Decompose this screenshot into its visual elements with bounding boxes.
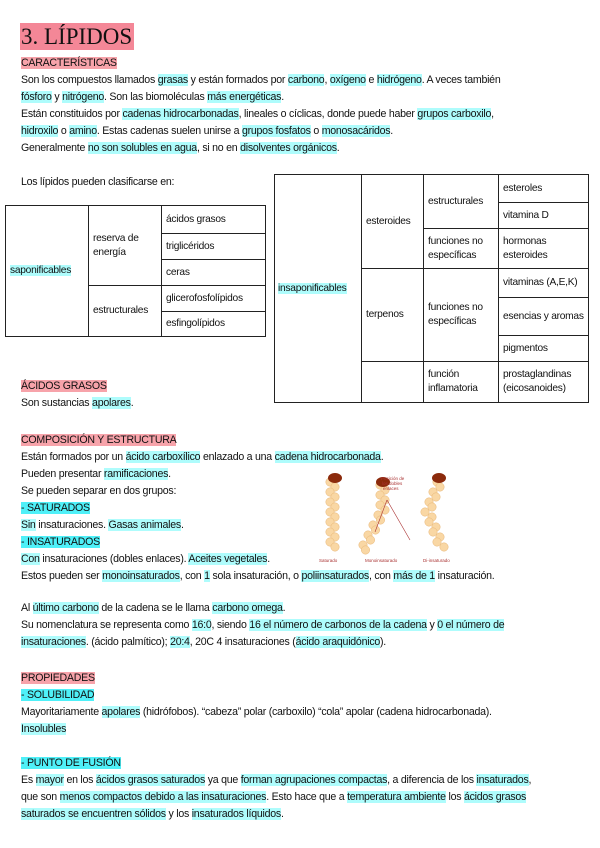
highlighted-term: Insolubles <box>21 723 67 735</box>
text-segment: . <box>168 468 171 480</box>
text-line <box>21 123 500 140</box>
text-segment: , <box>528 774 532 786</box>
text-segment: . Estas cadenas suelen unirse a <box>96 125 242 137</box>
text-line <box>21 432 494 449</box>
text-segment: , 20C 4 insaturaciones ( <box>189 636 296 648</box>
cell-empty <box>362 362 424 403</box>
text-segment: los <box>445 791 464 803</box>
text-line <box>21 670 531 687</box>
text-line <box>21 600 504 617</box>
text-line <box>21 378 133 395</box>
text-line <box>21 721 531 738</box>
cell-item: esencias y aromas <box>499 298 589 336</box>
text-segment: . A veces también <box>421 74 501 86</box>
highlighted-term: oxígeno <box>329 74 366 86</box>
text-segment: , <box>491 108 494 120</box>
text-segment: , <box>324 74 330 86</box>
section-heading: CARACTERÍSTICAS <box>21 57 117 69</box>
highlighted-term: insaturados <box>476 774 529 786</box>
cell-esteroides: esteroides <box>362 175 424 269</box>
section-heading: - INSATURADOS <box>21 536 100 548</box>
highlighted-term: forman agrupaciones compactas <box>240 774 388 786</box>
highlighted-term: ácidos grasos <box>463 791 527 803</box>
highlighted-term: poliinsaturados <box>301 570 369 582</box>
text-line <box>21 755 531 772</box>
text-segment: . <box>336 142 340 154</box>
nomenclatura-section <box>21 600 504 651</box>
highlighted-term: ramificaciones <box>103 468 169 480</box>
text-segment: , lineales o cíclicas, donde puede haber <box>238 108 418 120</box>
highlighted-term: Con <box>21 553 40 565</box>
text-line <box>21 72 500 89</box>
text-segment: ). <box>380 636 386 648</box>
highlighted-term: amino <box>69 125 97 137</box>
highlighted-term: Aceites vegetales <box>188 553 268 565</box>
highlighted-term: más energéticas <box>207 91 282 103</box>
text-segment: (hidrófobos). “cabeza” polar (carboxilo) “cola” apolar (cadena hidrocarbonada). <box>140 706 492 718</box>
text-segment: e <box>365 74 377 86</box>
text-segment: Su nomenclatura se representa como <box>21 619 192 631</box>
text-segment: . <box>267 553 270 565</box>
highlighted-term: 20:4 <box>170 636 190 648</box>
section-heading: - PUNTO DE FUSIÓN <box>21 757 121 769</box>
highlighted-term: 0 el número de <box>437 619 505 631</box>
text-segment: , si no en <box>196 142 241 154</box>
text-line <box>21 772 531 789</box>
highlighted-term: ácido carboxílico <box>125 451 201 463</box>
highlighted-term: nitrógeno <box>62 91 105 103</box>
text-segment: . Esto hace que a <box>266 791 348 803</box>
highlighted-term: insaturados líquidos <box>191 808 281 820</box>
text-segment: y los <box>165 808 192 820</box>
highlighted-term: carbono <box>287 74 325 86</box>
acidos-grasos-section <box>21 378 133 412</box>
cell-item: glicerofosfolípidos <box>162 286 266 312</box>
text-line <box>21 634 504 651</box>
text-segment: insaturaciones. <box>35 519 109 531</box>
text-segment: . <box>281 91 284 103</box>
cell-inflamatoria: función inflamatoria <box>424 362 499 403</box>
text-segment: Son sustancias <box>21 397 93 409</box>
text-segment: . <box>280 808 284 820</box>
highlighted-term: 16 el número de carbonos de la cadena <box>249 619 427 631</box>
text-segment: Pueden presentar <box>21 468 104 480</box>
highlighted-term: 16:0 <box>191 619 212 631</box>
highlighted-term: grupos carboxilo <box>417 108 492 120</box>
text-segment: Los lípidos pueden clasificarse en: <box>21 176 175 188</box>
text-line <box>21 395 133 412</box>
cell-terpenos: terpenos <box>362 269 424 362</box>
cell-estructurales: estructurales <box>89 286 162 337</box>
text-segment: y <box>426 619 438 631</box>
text-segment: enlazado a una <box>200 451 275 463</box>
text-segment: , a diferencia de los <box>387 774 477 786</box>
text-line <box>21 106 500 123</box>
section-heading: PROPIEDADES <box>21 672 95 684</box>
highlighted-term: mayor <box>35 774 64 786</box>
figure-annotation: los dobles <box>382 481 403 486</box>
highlighted-term: hidrógeno <box>376 74 422 86</box>
text-segment: Generalmente <box>21 142 88 154</box>
text-line <box>21 617 504 634</box>
text-line <box>21 568 494 585</box>
text-line <box>21 140 500 157</box>
text-line <box>21 449 494 466</box>
text-line <box>21 738 531 755</box>
section-heading: - SOLUBILIDAD <box>21 689 95 701</box>
cell-item: esfingolípidos <box>162 312 266 337</box>
text-segment: insaturaciones (dobles enlaces). <box>39 553 189 565</box>
text-line <box>21 789 531 806</box>
cell-saponificables: saponificables <box>10 265 72 276</box>
cell-funciones: funciones no específicas <box>424 229 499 269</box>
text-line <box>21 174 174 191</box>
text-segment: Estos pueden ser <box>21 570 103 582</box>
highlighted-term: Sin <box>21 519 36 531</box>
highlighted-term: más de 1 <box>393 570 435 582</box>
cell-reserva: reserva de energía <box>89 206 162 286</box>
cell-item: hormonas esteroides <box>499 229 589 269</box>
text-segment: . <box>282 602 286 614</box>
highlighted-term: apolares <box>92 397 131 409</box>
text-segment: en los <box>63 774 96 786</box>
highlighted-term: temperatura ambiente <box>347 791 446 803</box>
figure-annotation: Posición de <box>381 476 405 481</box>
highlighted-term: ácidos grasos saturados <box>95 774 205 786</box>
cell-item: pigmentos <box>499 336 589 362</box>
cell-item: vitaminas (A,E,K) <box>499 269 589 298</box>
text-segment: o <box>58 125 70 137</box>
highlighted-term: grupos fosfatos <box>241 125 311 137</box>
text-segment: insaturación. <box>434 570 495 582</box>
figure-annotation: enlaces <box>383 486 399 491</box>
text-segment: Mayoritariamente <box>21 706 102 718</box>
text-segment: Al <box>21 602 33 614</box>
cell-item: triglicéridos <box>162 234 266 260</box>
insaponificables-table <box>274 174 589 403</box>
text-segment: y están formados por <box>187 74 288 86</box>
text-segment: . (ácido palmítico); <box>85 636 171 648</box>
section-heading: ÁCIDOS GRASOS <box>21 380 107 392</box>
text-segment: , con <box>179 570 205 582</box>
text-line <box>21 687 531 704</box>
section-heading: COMPOSICIÓN Y ESTRUCTURA <box>21 434 177 446</box>
clasificacion-intro <box>21 174 174 191</box>
highlighted-term: cadenas hidrocarbonadas <box>122 108 239 120</box>
highlighted-term: insaturaciones <box>21 636 86 648</box>
cell-item: vitamina D <box>499 203 589 229</box>
text-segment: sola insaturación, o <box>209 570 302 582</box>
text-segment: de la cadena se le llama <box>98 602 213 614</box>
cell-funciones: funciones no específicas <box>424 269 499 362</box>
highlighted-term: hidroxilo <box>21 125 59 137</box>
text-segment: que son <box>21 791 60 803</box>
highlighted-term: fósforo <box>21 91 52 103</box>
text-line <box>21 806 531 823</box>
text-line <box>21 55 500 72</box>
text-segment: y <box>51 91 63 103</box>
text-segment: Se pueden separar en dos grupos: <box>21 485 177 497</box>
highlighted-term: grasas <box>157 74 188 86</box>
propiedades-section <box>21 670 531 823</box>
text-segment: . Son las biomoléculas <box>104 91 208 103</box>
highlighted-term: apolares <box>101 706 141 718</box>
cell-item: esteroles <box>499 175 589 203</box>
text-segment: Son los compuestos llamados <box>21 74 158 86</box>
figure-label: Di-insaturado <box>423 558 450 563</box>
cell-item: prostaglandinas (eicosanoides) <box>499 362 589 403</box>
highlighted-term: saturados se encuentren sólidos <box>21 808 166 820</box>
figure-label: Monoinsaturado <box>365 558 398 563</box>
text-segment: ya que <box>205 774 241 786</box>
highlighted-term: ácido araquidónico <box>295 636 381 648</box>
cell-item: ácidos grasos <box>162 206 266 234</box>
text-line <box>21 704 531 721</box>
text-segment: o <box>310 125 322 137</box>
text-segment: , con <box>368 570 394 582</box>
fatty-acid-figure <box>315 470 465 570</box>
highlighted-term: carbono omega <box>212 602 283 614</box>
highlighted-term: monosacáridos <box>321 125 391 137</box>
saponificables-table <box>5 205 266 337</box>
figure-label: Saturado <box>319 558 338 563</box>
highlighted-term: no son solubles en agua <box>87 142 197 154</box>
highlighted-term: 1 <box>204 570 210 582</box>
highlighted-term: menos compactos debido a las insaturaciones <box>59 791 267 803</box>
page-title: 3. LÍPIDOS <box>21 24 133 49</box>
highlighted-term: último carbono <box>32 602 99 614</box>
text-segment: , siendo <box>211 619 250 631</box>
text-segment: Es <box>21 774 36 786</box>
text-segment: . <box>390 125 393 137</box>
cell-item: ceras <box>162 260 266 286</box>
text-segment: Están formados por un <box>21 451 126 463</box>
highlighted-term: monoinsaturados <box>102 570 180 582</box>
cell-insaponificables: insaponificables <box>278 282 347 294</box>
highlighted-term: cadena hidrocarbonada <box>274 451 381 463</box>
cell-estructurales: estructurales <box>424 175 499 229</box>
highlighted-term: disolventes orgánicos <box>240 142 337 154</box>
caracteristicas-section <box>21 55 500 157</box>
text-segment: Están constituidos por <box>21 108 123 120</box>
text-segment: . <box>380 451 384 463</box>
text-segment: . <box>180 519 184 531</box>
text-segment: . <box>130 397 134 409</box>
highlighted-term: Gasas animales <box>108 519 181 531</box>
text-line <box>21 89 500 106</box>
section-heading: - SATURADOS <box>21 502 90 514</box>
